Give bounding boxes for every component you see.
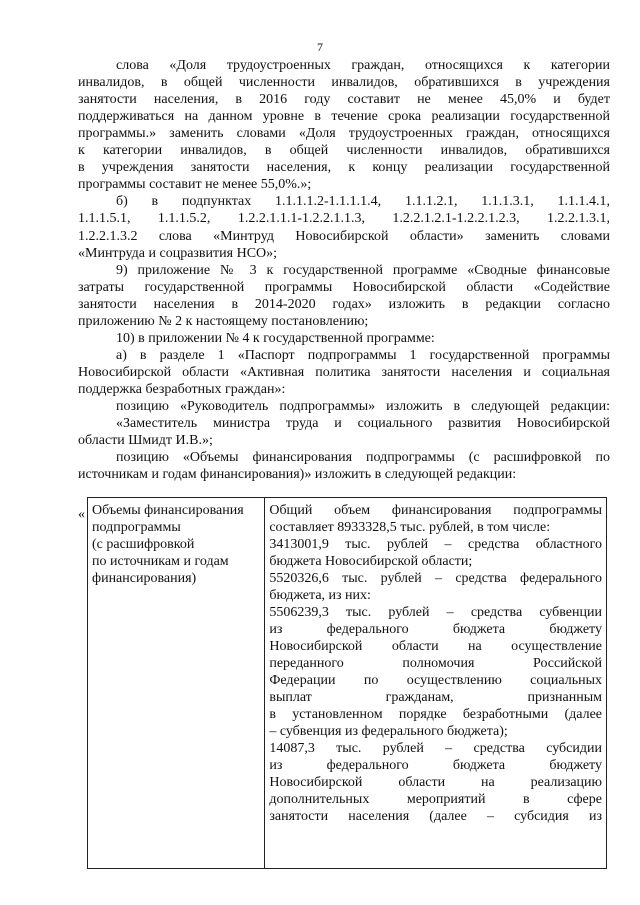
table-value-line: 5506239,3 тыс. рублей – средства субвенции: [269, 605, 602, 620]
table-row: [88, 498, 607, 869]
table-value-line: переданного полномочия Российской: [269, 656, 602, 671]
table-value-line: бюджета, из них:: [269, 588, 371, 603]
table-value-line: бюджета Новосибирской области;: [269, 554, 473, 569]
text-line: занятости населения в 2014-2020 годах» изложить в редакции согласно: [78, 296, 610, 312]
table-value-cell: [265, 498, 607, 869]
funding-table: [87, 497, 607, 869]
text-line: поддержка безработных граждан»:: [78, 381, 286, 397]
text-line: в учреждения занятости населения, к концу реализации государственной: [78, 160, 610, 176]
text-line: поддерживаться на данном уровне в течение срока реализации государственной: [78, 109, 610, 125]
text-line: позицию «Объемы финансирования подпрограммы (с расшифровкой по: [116, 450, 610, 466]
table-value-line: 5520326,6 тыс. рублей – средства федерального: [269, 571, 602, 586]
funding-table-block: [70, 497, 606, 869]
table-label-line: (с расшифровкой: [92, 537, 195, 552]
text-line: программы.» заменить словами «Доля трудоустроенных граждан, относящихся: [78, 126, 610, 142]
text-line: слова «Доля трудоустроенных граждан, относящихся к категории: [116, 58, 610, 73]
text-line: к категории инвалидов, в общей численности инвалидов, обратившихся: [78, 143, 610, 159]
text-line: 1.1.1.5.1, 1.1.1.5.2, 1.2.2.1.1.1-1.2.2.1.1.3, 1.2.2.1.2.1-1.2.2.1.2.3, 1.2.2.1.3.1,: [78, 211, 610, 227]
text-line: затраты государственной программы Новосибирской области «Содействие: [78, 279, 610, 295]
text-line: области Шмидт И.В.»;: [78, 433, 213, 449]
text-line: 9) приложение № 3 к государственной программе «Сводные финансовые: [116, 262, 610, 278]
table-value-line: выплат гражданам, признанным: [269, 690, 602, 705]
table-value-line: Федерации по осуществлению социальных: [269, 673, 602, 688]
table-label-line: подпрограммы: [92, 520, 181, 535]
table-value-line: в установленном порядке безработными (далее: [269, 707, 602, 722]
table-value-line: занятости населения (далее – субсидия из: [269, 809, 602, 824]
table-label-cell: [88, 498, 265, 869]
table-value-line: дополнительных мероприятий в сфере: [269, 792, 602, 807]
text-line: «Заместитель министра труда и социального развития Новосибирской: [116, 416, 610, 432]
text-line: инвалидов, в общей численности инвалидов, обратившихся в учреждения: [78, 75, 610, 91]
table-label-line: финансирования): [92, 571, 197, 586]
page-number: 7: [317, 40, 323, 54]
text-line: Новосибирской области «Активная политика занятости населения и социальная: [78, 364, 610, 380]
table-value-line: Новосибирской области на осуществление: [269, 639, 602, 654]
text-line: 1.2.2.1.3.2 слова «Минтруд Новосибирской области» заменить словами: [78, 228, 610, 244]
text-line: «Минтруда и соцразвития НСО»;: [78, 245, 278, 261]
table-label-line: Объемы финансирования: [92, 503, 244, 518]
table-value-line: Новосибирской области на реализацию: [269, 775, 602, 790]
table-value-line: 3413001,9 тыс. рублей – средства областного: [269, 537, 602, 552]
table-value-line: из федерального бюджета бюджету: [269, 758, 602, 773]
table-value-line: – субвенция из федерального бюджета);: [269, 724, 508, 739]
text-line: 10) в приложении № 4 к государственной программе:: [116, 330, 435, 346]
text-line: источникам и годам финансирования)» изложить в следующей редакции:: [78, 467, 517, 483]
text-line: приложению № 2 к настоящему постановлению;: [78, 313, 369, 329]
text-line: позицию «Руководитель подпрограммы» изложить в следующей редакции:: [116, 399, 610, 414]
table-value-line: из федерального бюджета бюджету: [269, 622, 602, 637]
text-line: б) в подпунктах 1.1.1.1.2-1.1.1.1.4, 1.1.1.2.1, 1.1.1.3.1, 1.1.1.4.1,: [116, 194, 610, 210]
table-label-line: по источникам и годам: [92, 554, 229, 569]
text-line: занятости населения, в 2016 году составит не менее 45,0% и будет: [78, 92, 610, 108]
text-line: программы составит не менее 55,0%.»;: [78, 177, 312, 193]
table-value-line: Общий объем финансирования подпрограммы: [269, 503, 602, 518]
text-line: а) в разделе 1 «Паспорт подпрограммы 1 государственной программы: [116, 347, 610, 363]
table-value-line: 14087,3 тыс. рублей – средства субсидии: [269, 741, 602, 756]
table-value-line: составляет 8933328,5 тыс. рублей, в том числе:: [269, 520, 551, 535]
opening-quote: «: [78, 507, 85, 522]
